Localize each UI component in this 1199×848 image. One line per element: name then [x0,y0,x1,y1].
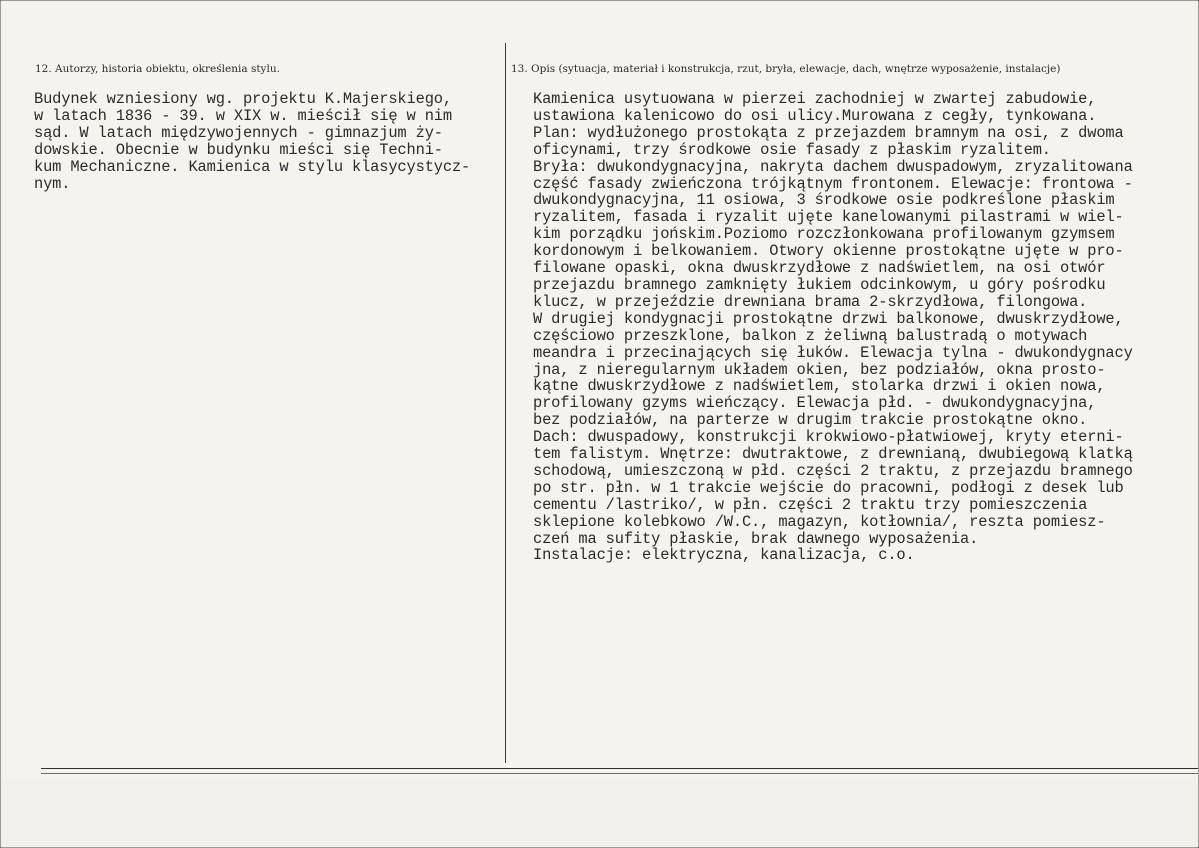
text-line: schodową, umieszczoną w płd. części 2 traktu, z przejazdu bramnego [533,461,1133,480]
text-line: Budynek wzniesiony wg. projektu K.Majerskiego, [34,90,452,108]
text-line: tem falistym. Wnętrze: dwutraktowe, z drewnianą, dwubiegową klatką [533,445,1133,464]
text-line: jna, z nieregularnym układem okien, bez podziałów, okna prosto- [533,360,1106,379]
text-line: filowane opaski, okna dwuskrzydłowe z nadświetlem, na osi otwór [533,259,1106,278]
text-line: Instalacje: elektryczna, kanalizacja, c.o. [533,546,915,565]
text-line: Dach: dwuspadowy, konstrukcji krokwiowo-płatwiowej, kryty eterni- [533,428,1124,447]
text-line: Kamienica usytuowana w pierzei zachodniej w zwartej zabudowie, [533,90,1097,108]
authors-history-text [34,91,504,192]
bottom-blank-area [1,777,1199,848]
text-line: ryzalitem, fasada i ryzalit ujęte kanelowanymi pilastrami w wiel- [533,208,1124,227]
text-line: kordonowym i belkowaniem. Otwory okienne prostokątne ujęte w pro- [533,242,1124,261]
text-line: cementu /lastriko/, w płn. części 2 traktu trzy pomieszczenia [533,495,1088,514]
bottom-rule [41,768,1199,769]
text-line: kum Mechaniczne. Kamienica w stylu klasycystycz- [34,157,471,176]
text-line: klucz, w przejeździe drewniana brama 2-skrzydłowa, filongowa. [533,292,1088,311]
text-line: oficynami, trzy środkowe osie fasady z płaskim ryzalitem. [533,140,1051,159]
section-13-header: 13. Opis (sytuacja, materiał i konstrukcja, rzut, bryła, elewacje, dach, wnętrze wyposażenie, instalacje) [511,63,1061,75]
text-line: kim porządku jońskim.Poziomo rozczłonkowana profilowanym gzymsem [533,225,1115,244]
text-line: w latach 1836 - 39. w XIX w. mieścił się w nim [34,106,452,125]
column-divider [505,43,506,763]
text-line: kątne dwuskrzydłowe z nadświetlem, stolarka drzwi i okien nowa, [533,377,1106,396]
text-line: częściowo przeszklone, balkon z żeliwną balustradą o motywach [533,326,1088,345]
text-line: przejazdu bramnego zamknięty łukiem odcinkowym, u góry pośrodku [533,275,1106,294]
text-line: sąd. W latach międzywojennych - gimnazjum ży- [34,123,443,142]
text-line: bez podziałów, na parterze w drugim trakcie prostokątne okno. [533,411,1088,430]
text-line: meandra i przecinających się łuków. Elewacja tylna - dwukondygnacy [533,343,1133,362]
text-line: dowskie. Obecnie w budynku mieści się Techni- [34,140,443,159]
text-line: W drugiej kondygnacji prostokątne drzwi balkonowe, dwuskrzydłowe, [533,309,1124,328]
description-text [533,91,1197,564]
text-line: Bryła: dwukondygnacyjna, nakryta dachem dwuspadowym, zryzalitowana [533,157,1133,176]
text-line: dwukondygnacyjna, 11 osiowa, 3 środkowe osie podkreślone płaskim [533,191,1115,210]
text-line: ustawiona kalenicowo do osi ulicy.Murowana z cegły, tynkowana. [533,106,1097,125]
text-line: czeń ma sufity płaskie, brak dawnego wyposażenia. [533,529,979,548]
text-line: po str. płn. w 1 trakcie wejście do pracowni, podłogi z desek lub [533,478,1124,497]
section-12-header: 12. Autorzy, historia obiektu, określenia stylu. [35,63,280,75]
text-line: część fasady zwieńczona trójkątnym frontonem. Elewacje: frontowa - [533,174,1133,193]
text-line: sklepione kolebkowo /W.C., magazyn, kotłownia/, reszta pomiesz- [533,512,1106,531]
bottom-rule-secondary [41,773,1199,774]
text-line: profilowany gzyms wieńczący. Elewacja płd. - dwukondygnacyjna, [533,394,1097,413]
text-line: nym. [34,174,71,193]
text-line: Plan: wydłużonego prostokąta z przejazdem bramnym na osi, z dwoma [533,123,1124,142]
